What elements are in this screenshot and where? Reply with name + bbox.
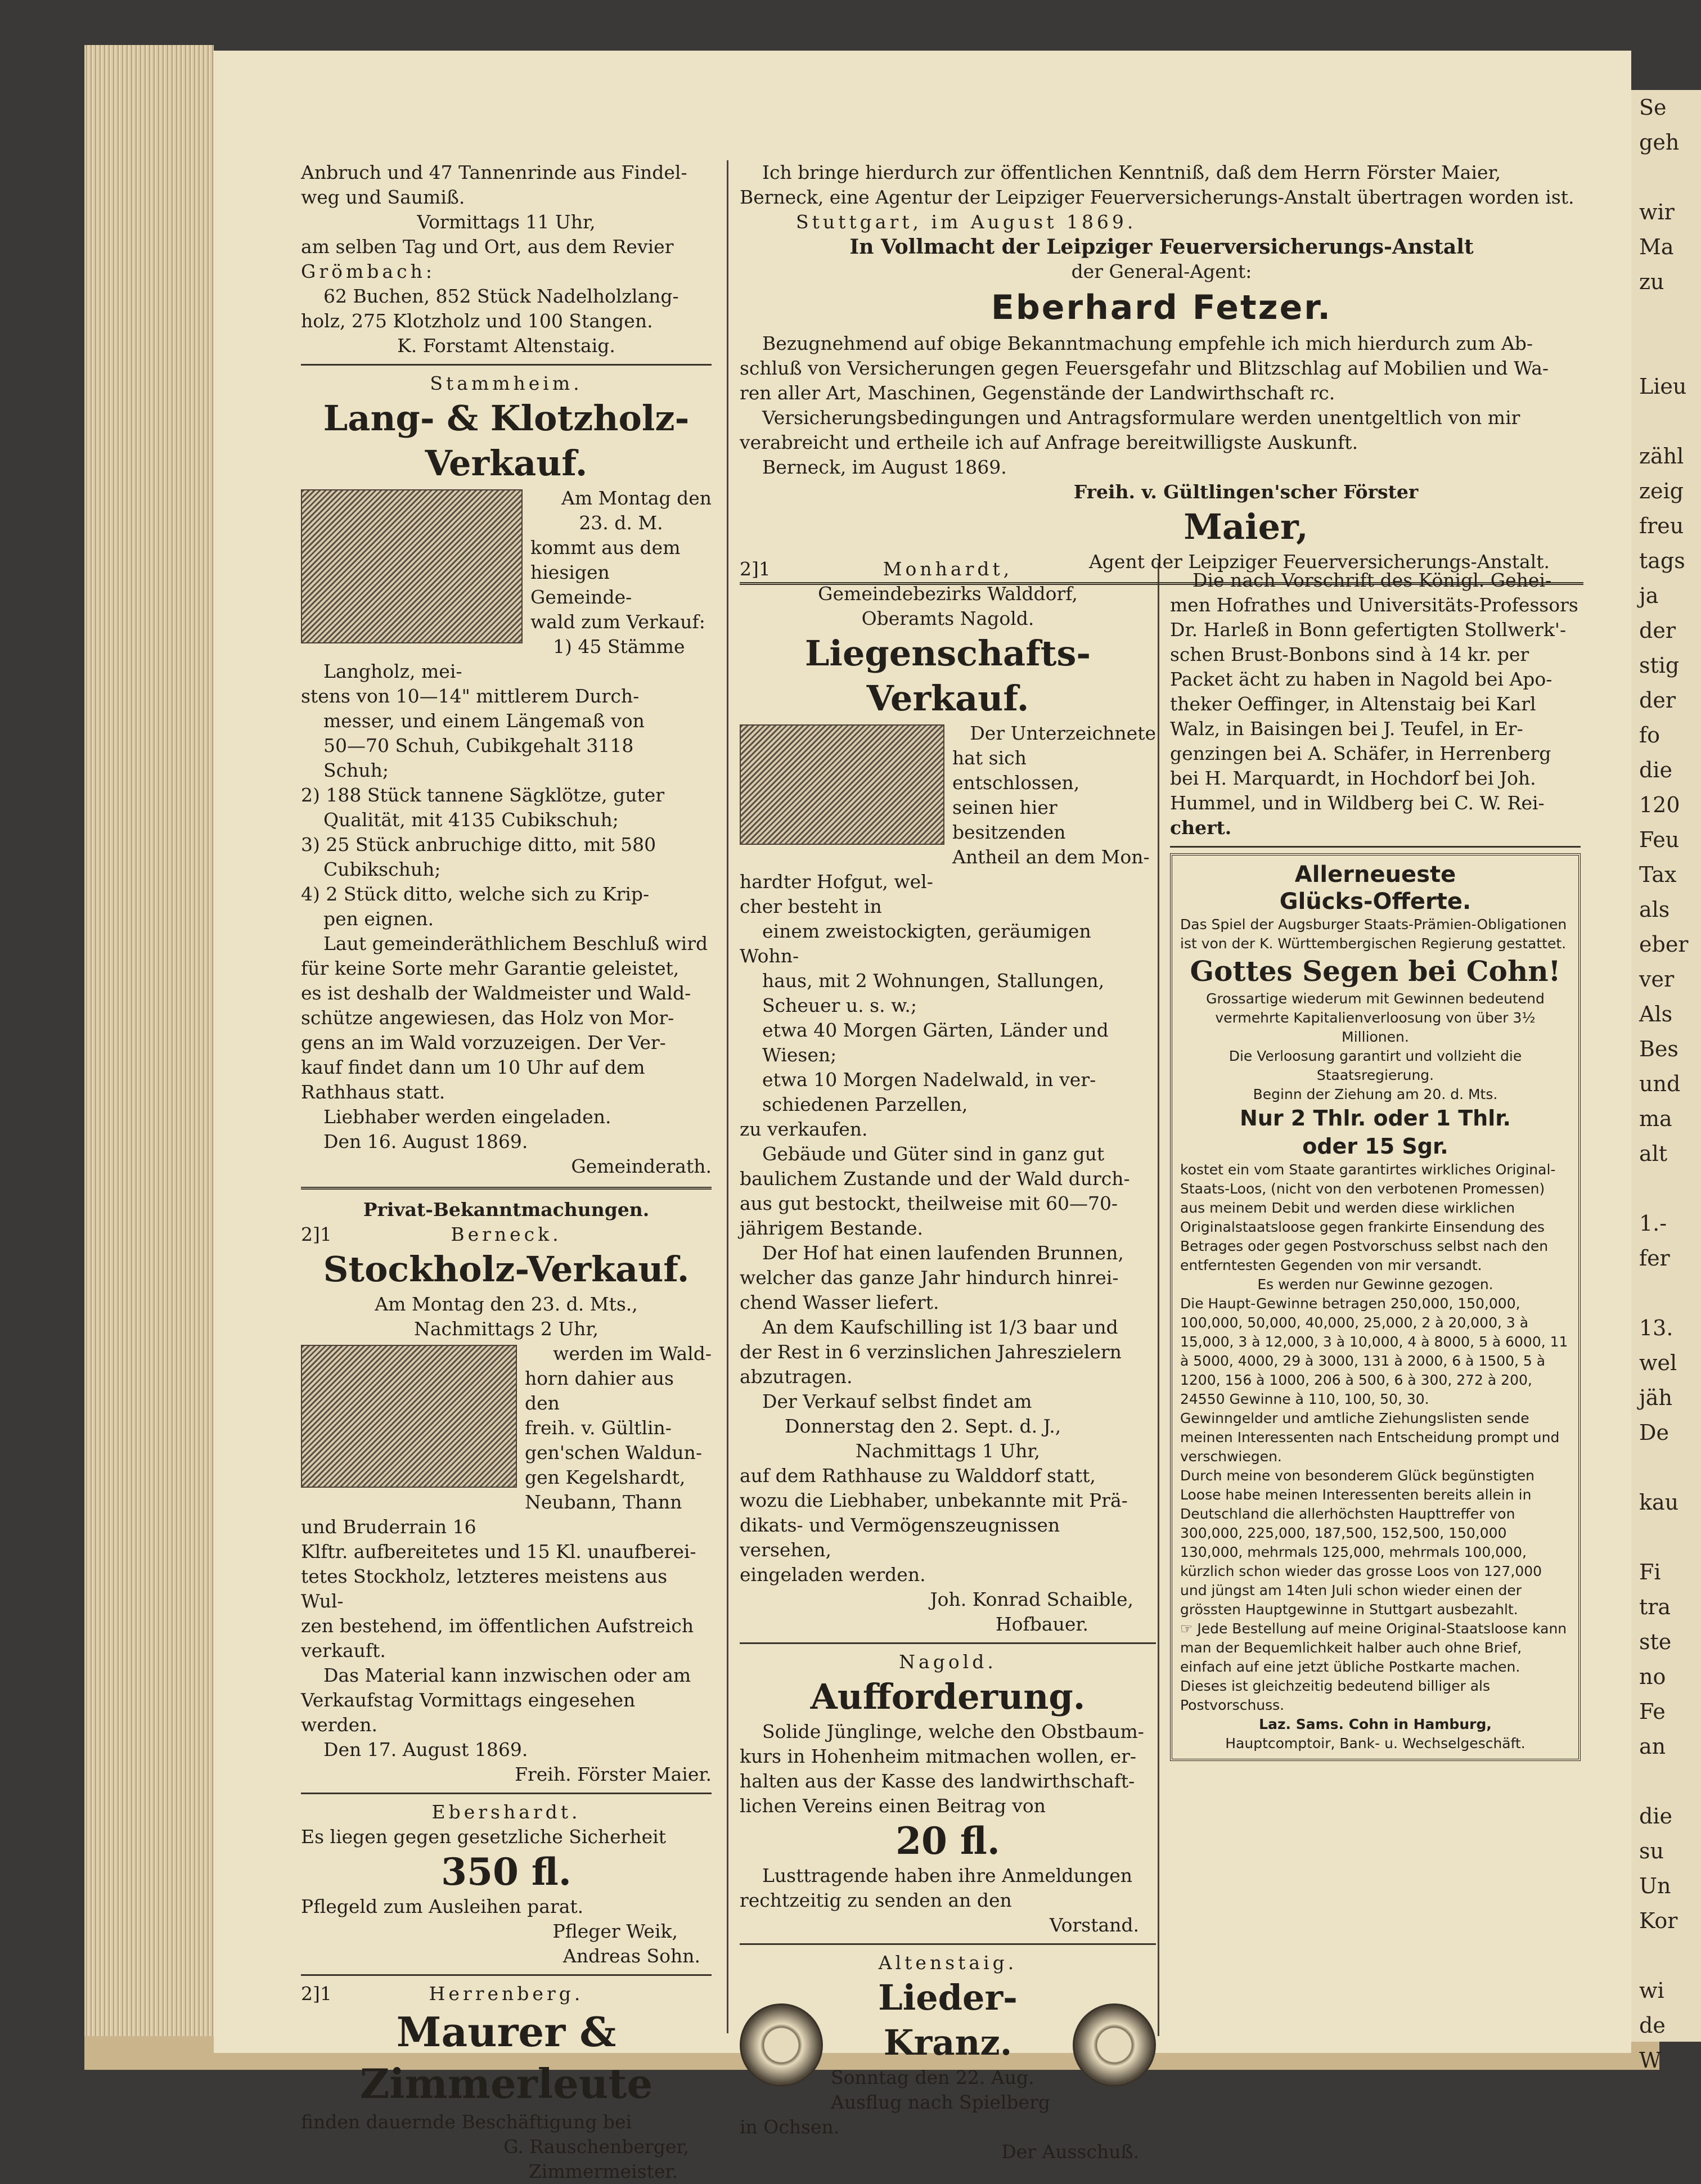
text-line: hardter Hofgut, wel- xyxy=(740,871,933,893)
ad-ebershardt xyxy=(301,1800,712,1969)
text-line: verabreicht und ertheile ich auf Anfrage bereitwilligste Auskunft. xyxy=(740,431,1358,453)
text-line: abzutragen. xyxy=(740,1366,853,1388)
text-line: Der Unterzeichnete xyxy=(970,722,1156,744)
text-line: 1) 45 Stämme xyxy=(553,636,685,658)
facing-page-fragment-line: wir xyxy=(1639,200,1675,224)
loan-amount: 350 fl. xyxy=(441,1850,572,1894)
facing-page-fragment-line: jäh xyxy=(1639,1385,1672,1410)
insertion-number: 2]1 xyxy=(301,1223,332,1245)
text-line: Qualität, mit 4135 Cubikschuh; xyxy=(323,809,619,831)
facing-page-fragment-line: zeig xyxy=(1639,479,1684,503)
text-line: gen'schen Waldun- xyxy=(525,1442,702,1463)
facing-page-fragment-line: fo xyxy=(1639,723,1660,747)
text-line: baulichem Zustande und der Wald durch- xyxy=(740,1168,1130,1190)
text-line: Lusttragende haben ihre Anmeldungen xyxy=(762,1865,1133,1886)
signature: Agent der Leipziger Feuerversicherungs-Anstalt. xyxy=(1088,551,1550,573)
text-line: welcher das ganze Jahr hindurch hinrei- xyxy=(740,1267,1119,1289)
facing-page-fragment-line: de xyxy=(1639,2013,1666,2038)
facing-page-fragment-line: wel xyxy=(1639,1350,1677,1375)
text-line: Langholz, mei- xyxy=(323,660,462,682)
text-block: Grossartige wiederum mit Gewinnen bedeutend vermehrte Kapitalienverloosung von über 3½ Millionen. xyxy=(1206,990,1545,1045)
text-line: 4) 2 Stück ditto, welche sich zu Krip- xyxy=(301,883,650,905)
signature: Pfleger Weik, xyxy=(552,1920,678,1942)
facing-page-fragment-line: Lieu xyxy=(1639,374,1687,399)
facing-page-fragment-line: ma xyxy=(1639,1106,1672,1131)
ad-place: Nagold. xyxy=(899,1651,997,1673)
ad-title: Liegenschafts-Verkauf. xyxy=(804,633,1091,719)
ad-place: Ebershardt. xyxy=(431,1801,581,1823)
facing-page-fragment-line: wi xyxy=(1639,1978,1664,2003)
facing-page-fragment-line: ja xyxy=(1639,583,1659,608)
ad-langholz xyxy=(301,371,712,1179)
liederkranz-header xyxy=(740,1975,1156,2115)
facing-page-fragment-line: der xyxy=(1639,688,1676,713)
text-line: Nachmittags 2 Uhr, xyxy=(413,1318,599,1340)
facing-page-fragment-line: De xyxy=(1639,1420,1669,1445)
text-line: jährigem Bestande. xyxy=(740,1217,923,1239)
divider xyxy=(301,1793,712,1794)
text-line: hat sich entschlossen, xyxy=(952,747,1080,794)
text-line: aus gut bestockt, theilweise mit 60—70- xyxy=(740,1192,1118,1214)
facing-page-fragment-line xyxy=(1631,1764,1701,1799)
ad-place: Altenstaig. xyxy=(878,1952,1018,1974)
text-line: finden dauernde Beschäftigung bei xyxy=(301,2111,632,2133)
facing-page-fragment-line: Tax xyxy=(1639,862,1677,887)
facing-page-fragment-line: Bes xyxy=(1639,1037,1678,1061)
facing-page-fragment-line xyxy=(1631,1938,1701,1973)
column-rule xyxy=(1158,562,1159,2036)
insertion-number: 2]1 xyxy=(740,558,771,580)
text-line: Cubikschuh; xyxy=(323,858,441,880)
text-line: der Rest in 6 verzinslichen Jahreszielern xyxy=(740,1341,1122,1363)
text-line: gens an im Wald vorzuzeigen. Der Ver- xyxy=(301,1032,666,1053)
text-line: Schuh; xyxy=(323,759,389,781)
text-block: Das Spiel der Augsburger Staats-Prämien-Obligationen ist von der K. Württembergischen Regierung gestattet. xyxy=(1180,916,1567,952)
facing-page-fragment-line xyxy=(1631,1520,1701,1555)
facing-page-fragment-line: Kor xyxy=(1639,1908,1678,1933)
text-line: men Hofrathes und Universitäts-Professors xyxy=(1170,594,1578,616)
divider xyxy=(301,1187,712,1190)
forest-sale-continuation xyxy=(301,160,712,358)
ad-title: Glücks-Offerte. xyxy=(1279,889,1472,915)
text-line: holz, 275 Klotzholz und 100 Stangen. xyxy=(301,310,653,332)
text-line: Wiesen; xyxy=(762,1044,837,1066)
text-line: Berneck, eine Agentur der Leipziger Feuerversicherungs-Anstalt übertragen worden ist. xyxy=(740,186,1574,208)
column-left xyxy=(301,160,712,2184)
facing-page-fragment-line: Fi xyxy=(1639,1560,1661,1584)
text-line: weg und Saumiß. xyxy=(301,186,465,208)
date-line: Stuttgart, im August 1869. xyxy=(796,211,1137,233)
text-line: cher besteht in xyxy=(740,895,882,917)
facing-page-fragment-line: 13. xyxy=(1639,1316,1673,1340)
column-rule xyxy=(727,160,728,2033)
text-line: theker Oeffinger, in Altenstaig bei Karl xyxy=(1170,693,1536,715)
text-line: es ist deshalb der Waldmeister und Wald- xyxy=(301,982,691,1004)
facing-page-fragment-line: W xyxy=(1639,2048,1662,2073)
signature: Joh. Konrad Schaible, xyxy=(930,1588,1133,1610)
text-line: 62 Buchen, 852 Stück Nadelholzlang- xyxy=(323,285,679,307)
text-line: Bezugnehmend auf obige Bekanntmachung empfehle ich mich hierdurch zum Ab- xyxy=(762,332,1533,354)
text-line: werden im Wald- xyxy=(553,1343,712,1365)
text-line: kommt aus dem xyxy=(530,537,681,559)
text-line: gen Kegelshardt, xyxy=(525,1466,686,1488)
text-line: Solide Jünglinge, welche den Obstbaum- xyxy=(762,1721,1144,1742)
text-block: Es werden nur Gewinne gezogen. xyxy=(1257,1276,1493,1293)
facing-page-fragment-line xyxy=(1631,404,1701,439)
text-line: eingeladen werden. xyxy=(740,1564,926,1586)
text-line: Anbruch und 47 Tannenrinde aus Findel- xyxy=(301,161,687,183)
text-line: Oberamts Nagold. xyxy=(861,607,1034,629)
facing-page-fragment-line: tags xyxy=(1639,548,1685,573)
facing-page-fragment-line: Ma xyxy=(1639,235,1674,259)
text-block: kostet ein vom Staate garantirtes wirkliches Original-Staats-Loos, (nicht von den verbotenen Promessen) aus meinem Debit und werden diese wirklichen Originalstaatsloose gegen frankirte Einsendung des Betrages oder gegen Postvorschuss selbst nach den entferntesten Gegenden von mir versandt. xyxy=(1180,1161,1556,1273)
text-line: Pflegeld zum Ausleihen parat. xyxy=(301,1895,584,1917)
text-line: Ausflug nach Spielberg xyxy=(831,2091,1050,2113)
text-line: schiedenen Parzellen, xyxy=(762,1093,968,1115)
text-line: zen bestehend, im öffentlichen Aufstreich xyxy=(301,1615,694,1637)
text-line: Sonntag den 22. Aug. xyxy=(831,2066,1034,2088)
text-line: Vormittags 11 Uhr, xyxy=(417,211,596,233)
text-line: 2) 188 Stück tannene Sägklötze, guter xyxy=(301,784,665,806)
signature-name: Maier, xyxy=(1184,506,1308,547)
signature: Hofbauer. xyxy=(995,1613,1088,1635)
agent-name: Eberhard Fetzer. xyxy=(991,288,1333,327)
signature: Andreas Sohn. xyxy=(562,1945,700,1967)
text-line: bei H. Marquardt, in Hochdorf bei Joh. xyxy=(1170,767,1536,789)
text-line: Verkaufstag Vormittags eingesehen werden. xyxy=(301,1689,636,1736)
text-line: 23. d. M. xyxy=(579,512,663,534)
lyre-emblem-icon xyxy=(1073,2003,1156,2087)
text-line: Nachmittags 1 Uhr, xyxy=(855,1440,1041,1462)
text-line: und Bruderrain 16 xyxy=(301,1516,476,1538)
text-line: 50—70 Schuh, Cubikgehalt 3118 xyxy=(323,735,634,756)
facing-page-fragment xyxy=(1631,90,1701,2073)
ad-aufforderung xyxy=(740,1650,1156,1938)
text-line: Neubann, Thann xyxy=(525,1491,682,1513)
column-middle xyxy=(740,557,1156,2164)
facing-page-fragment-line: geh xyxy=(1639,130,1680,155)
text-line: für keine Sorte mehr Garantie geleistet, xyxy=(301,957,680,979)
insurance-announcement xyxy=(740,160,1583,593)
text-line: tetes Stockholz, letzteres meistens aus Wul- xyxy=(301,1565,668,1612)
text-line: schluß von Versicherungen gegen Feuersgefahr und Blitzschlag auf Mobilien und Wa- xyxy=(740,357,1549,379)
divider xyxy=(301,1974,712,1976)
ad-stockholz xyxy=(301,1222,712,1787)
signature: Hauptcomptoir, Bank- u. Wechselgeschäft. xyxy=(1225,1735,1526,1751)
facing-page-fragment-line: Feu xyxy=(1639,827,1680,852)
facing-page-fragment-line xyxy=(1631,1171,1701,1206)
text-line: zu verkaufen. xyxy=(740,1118,868,1140)
lyre-emblem-icon xyxy=(740,2003,823,2087)
ad-maurer xyxy=(301,1982,712,2184)
ad-slogan: Gottes Segen bei Cohn! xyxy=(1190,954,1561,988)
facing-page-fragment-line: ste xyxy=(1639,1629,1672,1654)
ad-title: Stockholz-Verkauf. xyxy=(323,1249,690,1290)
text-line: Das Material kann inzwischen oder am xyxy=(323,1664,691,1686)
facing-page-fragment-line: Fe xyxy=(1639,1699,1666,1724)
text-line: Gemeindebezirks Walddorf, xyxy=(818,583,1078,605)
text-line: freih. v. Gültlin- xyxy=(525,1417,672,1439)
text-line: Antheil an dem Mon- xyxy=(952,846,1150,868)
facing-page-fragment-line xyxy=(1631,334,1701,369)
text-block: Beginn der Ziehung am 20. d. Mts. xyxy=(1253,1086,1498,1102)
text-line: Der Verkauf selbst findet am xyxy=(762,1390,1032,1412)
facing-page-fragment-line: 120 xyxy=(1639,792,1680,817)
text-line: halten aus der Kasse des landwirthschaft- xyxy=(740,1770,1135,1792)
facing-page-fragment-line: kau xyxy=(1639,1490,1679,1515)
prize-list: Die Haupt-Gewinne betragen 250,000, 150,000, 100,000, 50,000, 40,000, 25,000, 2 à 20,000, 3 à 15,000, 3 à 12,000, 3 à 10,000, 4 à 8000, 5 à 6000, 11 à 5000, 4000, 29 à 3000, 131 à 2000, 6 à 1500, 5 à 1200, 156 à 1000, 206 à 500, 6 à 300, 272 à 200, 24550 Gewinne à 110, 100, 50, 30. xyxy=(1180,1295,1568,1407)
ticket-price: Nur 2 Thlr. oder 1 Thlr. xyxy=(1240,1106,1511,1131)
text-line: ren aller Art, Maschinen, Gegenstände der Landwirthschaft rc. xyxy=(740,382,1335,404)
facing-page-fragment-line: 1.- xyxy=(1639,1211,1667,1236)
facing-page-fragment-line: und xyxy=(1639,1071,1681,1096)
text-line: stens von 10—14" mittlerem Durch- xyxy=(301,685,640,707)
facing-page-fragment-line: an xyxy=(1639,1734,1666,1759)
text-line: einem zweistockigten, geräumigen Wohn- xyxy=(740,920,1091,967)
ad-liederkranz xyxy=(740,1951,1156,2164)
ad-liegenschaft xyxy=(740,557,1156,1637)
text-line: kurs in Hohenheim mitmachen wollen, er- xyxy=(740,1745,1137,1767)
ad-title: Maurer & xyxy=(396,2008,616,2056)
text-block: Die Verloosung garantirt und vollzieht die Staatsregierung. xyxy=(1228,1048,1522,1083)
ad-title: Allerneueste xyxy=(1294,862,1456,888)
divider xyxy=(301,364,712,366)
column-right xyxy=(1170,568,1581,1761)
text-line: Walz, in Baisingen bei J. Teufel, in Er- xyxy=(1170,718,1523,740)
ticket-price: oder 15 Sgr. xyxy=(1302,1134,1448,1159)
text-line: schen Brust-Bonbons sind à 14 kr. per xyxy=(1170,643,1529,665)
text-line: wald zum Verkauf: xyxy=(530,611,705,633)
grant-amount: 20 fl. xyxy=(896,1819,1000,1863)
facing-page-fragment-line: zu xyxy=(1639,269,1664,294)
text-block: Gewinngelder und amtliche Ziehungslisten sende meinen Interessenten nach Entscheidung prompt und verschwiegen. xyxy=(1180,1410,1560,1465)
text-line: Rathhaus statt. xyxy=(301,1081,446,1103)
signature: G. Rauschenberger, xyxy=(503,2136,689,2158)
text-line: Ich bringe hierdurch zur öffentlichen Kenntniß, daß dem Herrn Förster Maier, xyxy=(762,161,1501,183)
text-line: Grömbach: xyxy=(301,260,435,282)
ad-place: Berneck. xyxy=(451,1223,562,1245)
text-line: Am Montag den 23. d. Mts., xyxy=(375,1293,638,1315)
text-line: Den 17. August 1869. xyxy=(323,1739,528,1760)
signature: K. Forstamt Altenstaig. xyxy=(397,335,615,357)
text-line: 3) 25 Stück anbruchige ditto, mit 580 xyxy=(301,834,656,855)
facing-page-fragment-line: Als xyxy=(1639,1002,1673,1026)
ad-place: Monhardt, xyxy=(883,558,1013,580)
authority-line: In Vollmacht der Leipziger Feuerversicherungs-Anstalt xyxy=(849,235,1474,259)
facing-page-fragment-line: als xyxy=(1639,897,1670,922)
facing-page-fragment-line xyxy=(1631,299,1701,334)
text-line: etwa 40 Morgen Gärten, Länder und xyxy=(762,1019,1109,1041)
date-line: Berneck, im August 1869. xyxy=(762,456,1007,478)
text-line: Packet ächt zu haben in Nagold bei Apo- xyxy=(1170,668,1552,690)
text-line: chend Wasser liefert. xyxy=(740,1291,939,1313)
text-line: schütze angewiesen, das Holz von Mor- xyxy=(301,1007,674,1029)
signature: Gemeinderath. xyxy=(571,1155,712,1177)
text-line: Am Montag den xyxy=(561,487,712,509)
text-line: Versicherungsbedingungen und Antragsformulare werden unentgeltlich von mir xyxy=(762,407,1520,429)
facing-page-fragment-line: tra xyxy=(1639,1595,1671,1619)
facing-page-fragment-line: eber xyxy=(1639,932,1689,957)
text-line: Die nach Vorschrift des Königl. Gehei- xyxy=(1192,569,1552,591)
facing-page-fragment-line: alt xyxy=(1639,1141,1668,1166)
ad-title: Zimmerleute xyxy=(359,2060,653,2108)
text-line: An dem Kaufschilling ist 1/3 baar und xyxy=(762,1316,1118,1338)
divider xyxy=(740,1642,1156,1644)
section-heading: Privat-Bekanntmachungen. xyxy=(363,1199,650,1221)
ad-title: Lang- & Klotzholz-Verkauf. xyxy=(323,398,690,484)
text-line: Klftr. aufbereitetes und 15 Kl. unaufberei- xyxy=(301,1541,696,1562)
text-line: Donnerstag den 2. Sept. d. J., xyxy=(785,1415,1061,1437)
text-line: genzingen bei A. Schäfer, in Herrenberg xyxy=(1170,742,1551,764)
text-line: Dr. Harleß in Bonn gefertigten Stollwerk'- xyxy=(1170,619,1567,641)
facing-page-fragment-line: Se xyxy=(1639,95,1667,120)
woodcut-farmhouse-illustration xyxy=(740,724,944,845)
insertion-number: 2]1 xyxy=(301,1983,332,2005)
liederkranz-body xyxy=(831,1975,1065,2115)
divider xyxy=(1170,846,1581,848)
text-line: hiesigen Gemeinde- xyxy=(530,561,632,608)
facing-page-fragment-line: Un xyxy=(1639,1874,1671,1898)
text-line: seinen hier besitzenden xyxy=(952,796,1066,843)
woodcut-hunters-illustration xyxy=(301,1345,517,1488)
ad-title: Aufforderung. xyxy=(810,1676,1086,1717)
facing-page-fragment-line: die xyxy=(1639,758,1672,782)
text-line: dikats- und Vermögenszeugnissen versehen, xyxy=(740,1514,1060,1561)
signature: Freih. v. Gültlingen'scher Förster xyxy=(1073,481,1419,503)
text-block: Durch meine von besonderem Glück begünstigten Loose habe meinen Interessenten bereits allein in Deutschland die allerhöchsten Haupttreffer von 300,000, 225,000, 187,500, 152,500, 150,000 130,000, mehrmals 125,000, mehrmals 100,000, kürzlich schon wieder das grosse Loos von 127,000 und jüngst am 14ten Juli schon wieder einen der grössten Hauptgewinne in Stuttgart ausbezahlt. xyxy=(1180,1467,1542,1618)
text-line: chert. xyxy=(1170,817,1232,839)
text-line: Liebhaber werden eingeladen. xyxy=(323,1106,611,1128)
text-line: auf dem Rathhause zu Walddorf statt, xyxy=(740,1465,1096,1487)
divider xyxy=(740,1943,1156,1945)
ad-brust-bonbons xyxy=(1170,568,1581,840)
signature: Freih. Förster Maier. xyxy=(515,1763,712,1785)
facing-page-fragment-line: su xyxy=(1639,1839,1664,1863)
text-line: messer, und einem Längemaß von xyxy=(323,710,645,732)
signature: Der Ausschuß. xyxy=(1001,2141,1139,2163)
text-line: in Ochsen. xyxy=(740,2116,840,2138)
facing-page-fragment-line xyxy=(1631,1450,1701,1485)
text-block: ☞ Jede Bestellung auf meine Original-Staatsloose kann man der Bequemlichkeit halber auch ohne Brief, einfach auf eine jetzt übliche Postkarte machen. Dieses ist gleichzeitig bedeutend billiger als Postvorschuss. xyxy=(1180,1620,1567,1713)
text-line: horn dahier aus den xyxy=(525,1367,674,1414)
text-line: etwa 10 Morgen Nadelwald, in ver- xyxy=(762,1069,1096,1091)
text-line: wozu die Liebhaber, unbekannte mit Prä- xyxy=(740,1489,1128,1511)
text-line: haus, mit 2 Wohnungen, Stallungen, xyxy=(762,970,1105,992)
signature: Laz. Sams. Cohn in Hamburg, xyxy=(1259,1716,1492,1732)
facing-page-fragment-line: no xyxy=(1639,1664,1666,1689)
text-line: rechtzeitig zu senden an den xyxy=(740,1889,1012,1911)
lottery-ad-box xyxy=(1170,853,1581,1761)
text-line: pen eignen. xyxy=(323,908,434,930)
facing-page-fragment-line: fer xyxy=(1639,1246,1670,1271)
woodcut-forest-illustration xyxy=(301,489,523,643)
ad-title: Lieder-Kranz. xyxy=(878,1977,1018,2063)
text-line: am selben Tag und Ort, aus dem Revier xyxy=(301,236,674,258)
text-line: lichen Vereins einen Beitrag von xyxy=(740,1795,1046,1817)
ad-place: Stammheim. xyxy=(430,372,583,394)
text-line: Es liegen gegen gesetzliche Sicherheit xyxy=(301,1826,667,1848)
text-line: Laut gemeinderäthlichem Beschluß wird xyxy=(323,933,708,954)
text-line: der General-Agent: xyxy=(1071,260,1252,282)
facing-page-fragment-line: stig xyxy=(1639,653,1680,678)
book-page-edges xyxy=(84,45,214,2047)
facing-page-fragment-line xyxy=(1631,1276,1701,1311)
text-line: Scheuer u. s. w.; xyxy=(762,994,917,1016)
signature: Vorstand. xyxy=(1049,1914,1139,1936)
ad-place: Herrenberg. xyxy=(429,1983,584,2005)
facing-page-fragment-line: ver xyxy=(1639,967,1675,992)
facing-page-fragment-line: die xyxy=(1639,1804,1672,1829)
facing-page-fragment-line: der xyxy=(1639,618,1676,643)
facing-page-fragment-line xyxy=(1631,160,1701,195)
text-line: Gebäude und Güter sind in ganz gut xyxy=(762,1143,1105,1165)
text-line: Der Hof hat einen laufenden Brunnen, xyxy=(762,1242,1124,1264)
text-line: Den 16. August 1869. xyxy=(323,1131,528,1152)
text-line: kauf findet dann um 10 Uhr auf dem xyxy=(301,1056,645,1078)
text-line: Hummel, und in Wildberg bei C. W. Rei- xyxy=(1170,792,1545,814)
facing-page-fragment-line: freu xyxy=(1639,514,1684,538)
text-line: verkauft. xyxy=(301,1640,386,1661)
signature: Zimmermeister. xyxy=(528,2160,678,2182)
facing-page-fragment-line: zähl xyxy=(1639,444,1684,469)
